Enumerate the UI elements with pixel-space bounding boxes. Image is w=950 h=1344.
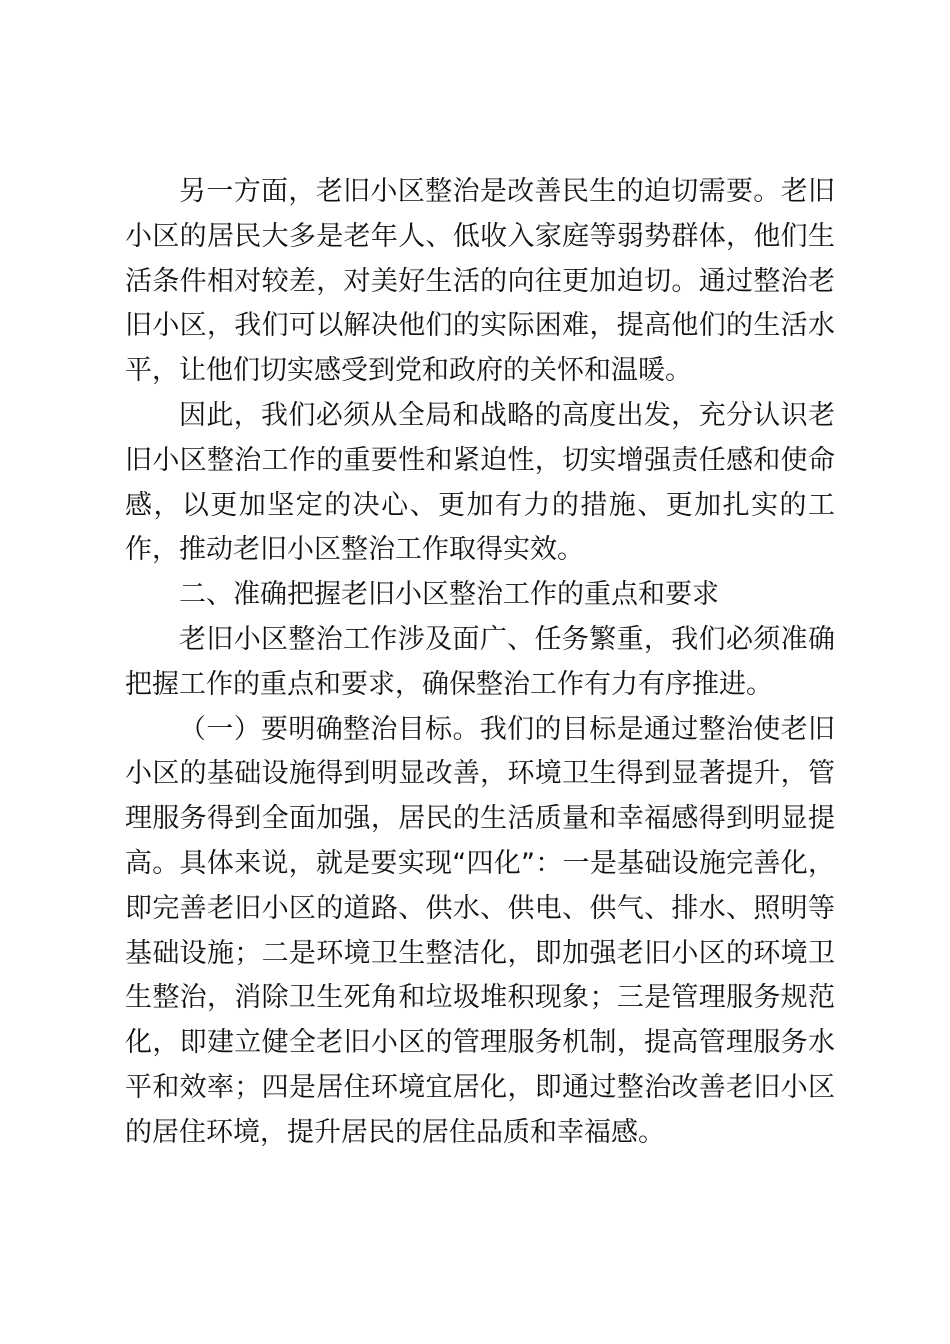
paragraph-key-points: 老旧小区整治工作涉及面广、任务繁重，我们必须准确把握工作的重点和要求，确保整治工作有力有序推进。 [125, 623, 835, 700]
paragraph-goals: （一）要明确整治目标。我们的目标是通过整治使老旧小区的基础设施得到明显改善，环境卫生得到显著提升，管理服务得到全面加强，居民的生活质量和幸福感得到明显提高。具体来说，就是要实现“四化”：一是基础设施完善化，即完善老旧小区的道路、供水、供电、供气、排水、照明等基础设施；二是环境卫生整洁化，即加强老旧小区的环境卫生整治，消除卫生死角和垃圾堆积现象；三是管理服务规范化，即建立健全老旧小区的管理服务机制，提高管理服务水平和效率；四是居住环境宜居化，即通过整治改善老旧小区的居住环境，提升居民的居住品质和幸福感。 [125, 713, 835, 1148]
section-heading-two: 二、准确把握老旧小区整治工作的重点和要求 [179, 579, 719, 611]
paragraph-livelihood: 另一方面，老旧小区整治是改善民生的迫切需要。老旧小区的居民大多是老年人、低收入家庭等弱势群体，他们生活条件相对较差，对美好生活的向往更加迫切。通过整治老旧小区，我们可以解决他们的实际困难，提高他们的生活水平，让他们切实感受到党和政府的关怀和温暖。 [125, 176, 835, 387]
paragraph-therefore: 因此，我们必须从全局和战略的高度出发，充分认识老旧小区整治工作的重要性和紧迫性，切实增强责任感和使命感，以更加坚定的决心、更加有力的措施、更加扎实的工作，推动老旧小区整治工作取得实效。 [125, 399, 835, 566]
document-body [125, 170, 835, 1156]
